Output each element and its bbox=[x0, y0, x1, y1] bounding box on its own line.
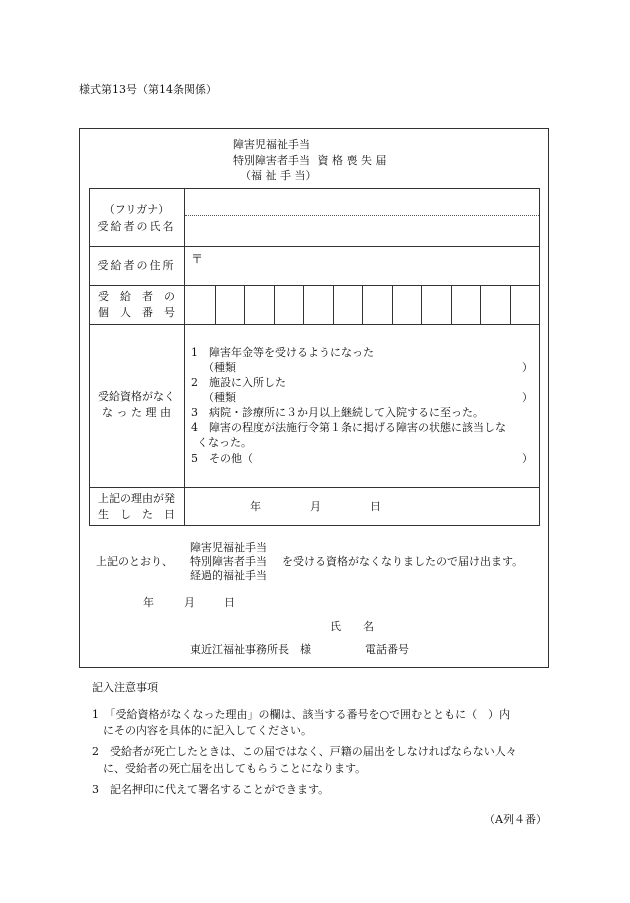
statement-prefix: 上記のとおり、 bbox=[96, 555, 173, 568]
sign-month-label: 月 bbox=[184, 596, 195, 609]
number-label-line2: 個 人 番 号 bbox=[98, 306, 175, 319]
name-label: 受給者の氏名 bbox=[97, 220, 176, 233]
date-day-label: 日 bbox=[370, 500, 381, 513]
addressee: 東近江福祉事務所長 様 bbox=[190, 643, 311, 656]
reason-item-2-type: （種類 bbox=[203, 391, 236, 404]
number-digit-box[interactable] bbox=[333, 286, 363, 324]
number-digit-box[interactable] bbox=[480, 286, 510, 324]
number-digit-box[interactable] bbox=[510, 286, 540, 324]
note-2: 2 受給者が死亡したときは、この届ではなく、戸籍の届出をしなければならない人々 bbox=[92, 745, 517, 758]
reason-item-1-paren-close: ） bbox=[522, 361, 533, 374]
paper-size: （A列４番） bbox=[484, 813, 547, 826]
title-line2-main: 特別障害者手当 bbox=[233, 154, 310, 167]
reason-item-1[interactable]: 1 障害年金等を受けるようになった bbox=[191, 346, 374, 359]
row-separator bbox=[89, 246, 540, 247]
allowance-1: 障害児福祉手当 bbox=[190, 541, 267, 554]
title-line3: （福 祉 手 当） bbox=[240, 169, 317, 182]
number-digit-box[interactable] bbox=[362, 286, 392, 324]
date-year-label: 年 bbox=[250, 500, 261, 513]
number-digit-box[interactable] bbox=[303, 286, 333, 324]
row-separator bbox=[89, 324, 540, 325]
note-2-cont: に、受給者の死亡届を出してもらうことになります。 bbox=[103, 762, 367, 775]
sign-year-label: 年 bbox=[143, 596, 154, 609]
reason-item-3[interactable]: 3 病院・診療所に３か月以上継続して入院するに至った。 bbox=[191, 406, 484, 419]
reason-label-line2: な っ た 理 由 bbox=[102, 406, 171, 419]
title-line2-suffix: 資 格 喪 失 届 bbox=[317, 154, 387, 167]
date-label-line1: 上記の理由が発 bbox=[98, 492, 175, 505]
phone-label: 電話番号 bbox=[365, 643, 409, 656]
allowance-3: 経過的福祉手当 bbox=[190, 569, 267, 582]
address-label: 受給者の住所 bbox=[97, 259, 176, 272]
note-1-cont: にその内容を具体的に記入してください。 bbox=[103, 724, 312, 737]
number-digit-box[interactable] bbox=[421, 286, 451, 324]
form-number: 様式第13号（第14条関係） bbox=[79, 83, 217, 96]
reason-item-5-paren-close: ） bbox=[522, 452, 533, 465]
reason-item-2-paren-close: ） bbox=[522, 391, 533, 404]
row-separator bbox=[89, 487, 540, 488]
reason-item-1-type: （種類 bbox=[203, 361, 236, 374]
number-digit-box[interactable] bbox=[392, 286, 422, 324]
furigana-dotted-line bbox=[185, 215, 539, 216]
date-month-label: 月 bbox=[310, 500, 321, 513]
reason-item-4[interactable]: 4 障害の程度が法施行令第１条に掲げる障害の状態に該当しな bbox=[191, 421, 506, 434]
reason-item-2[interactable]: 2 施設に入所した bbox=[191, 376, 286, 389]
date-label-line2: 生 し た 日 bbox=[98, 508, 175, 521]
statement-suffix: を受ける資格がなくなりましたので届け出ます。 bbox=[282, 555, 524, 568]
number-digit-box[interactable] bbox=[451, 286, 481, 324]
furigana-field[interactable] bbox=[186, 190, 538, 214]
number-digit-box[interactable] bbox=[215, 286, 245, 324]
reason-label-line1: 受給資格がなく bbox=[98, 390, 175, 403]
note-3: 3 記名押印に代えて署名することができます。 bbox=[92, 783, 330, 796]
number-label-line1: 受 給 者 の bbox=[98, 290, 175, 303]
reason-item-5[interactable]: 5 その他（ bbox=[191, 452, 253, 465]
title-line2 bbox=[233, 154, 387, 168]
notes-heading: 記入注意事項 bbox=[92, 681, 158, 694]
name-furigana-label: （フリガナ） bbox=[103, 203, 170, 216]
postal-mark: 〒 bbox=[191, 252, 204, 266]
date-field[interactable] bbox=[186, 489, 538, 525]
address-field[interactable] bbox=[186, 248, 538, 284]
column-divider bbox=[184, 188, 185, 526]
sign-day-label: 日 bbox=[224, 596, 235, 609]
number-digit-box[interactable] bbox=[185, 286, 215, 324]
name-field[interactable] bbox=[186, 217, 538, 245]
sign-name-label: 氏 名 bbox=[330, 620, 374, 633]
reason-item-4-cont: くなった。 bbox=[197, 436, 252, 449]
title-line1: 障害児福祉手当 bbox=[233, 138, 310, 151]
allowance-2: 特別障害者手当 bbox=[190, 555, 267, 568]
note-1: 1 「受給資格がなくなった理由」の欄は、該当する番号を○で囲むとともに（ ）内 bbox=[92, 708, 511, 721]
number-digit-box[interactable] bbox=[274, 286, 304, 324]
number-digit-box[interactable] bbox=[244, 286, 274, 324]
